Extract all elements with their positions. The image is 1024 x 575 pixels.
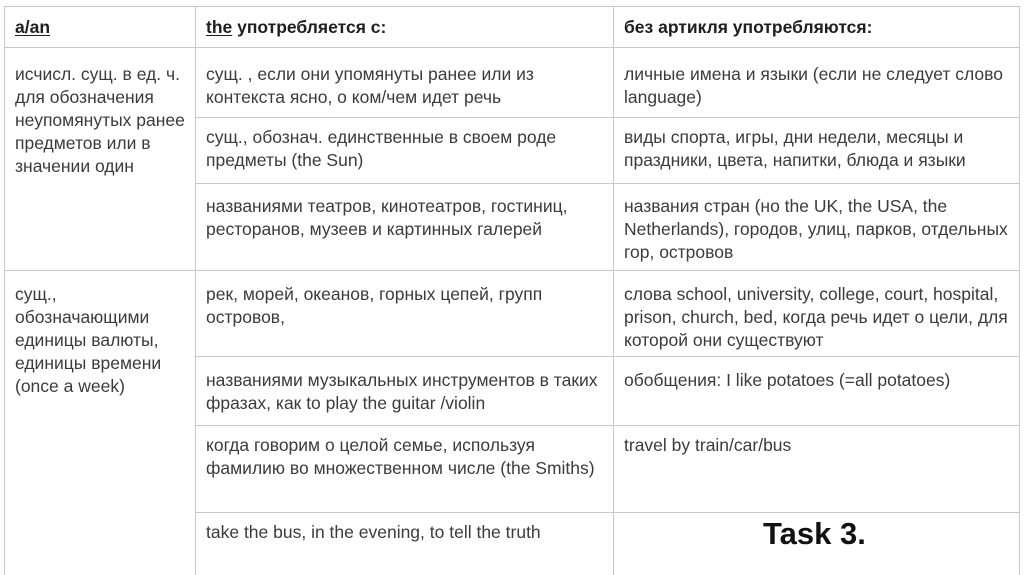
no-article-usage-1: личные имена и языки (если не следует слово language) bbox=[624, 64, 1003, 107]
the-usage-5: названиями музыкальных инструментов в таких фразах, как to play the guitar /violin bbox=[206, 370, 598, 413]
articles-table bbox=[4, 6, 1020, 575]
row-divider bbox=[195, 425, 1019, 426]
no-article-usage-2: виды спорта, игры, дни недели, месяцы и праздники, цвета, напитки, блюда и языки bbox=[624, 127, 966, 170]
the-usage-3: названиями театров, кинотеатров, гостиниц, ресторанов, музеев и картинных галерей bbox=[206, 196, 568, 239]
the-usage-7: take the bus, in the evening, to tell the truth bbox=[206, 522, 541, 542]
the-usage-6: когда говорим о целой семье, используя фамилию во множественном числе (the Smiths) bbox=[206, 435, 595, 478]
header-the-word: the bbox=[206, 17, 233, 37]
header-a-an-label: a/an bbox=[15, 17, 51, 37]
task-label: Task 3. bbox=[763, 516, 866, 551]
row-divider bbox=[195, 356, 1019, 357]
header-the-rest: употребляется с: bbox=[232, 17, 387, 37]
the-usage-1: сущ. , если они упомянуты ранее или из контекста ясно, о ком/чем идет речь bbox=[206, 64, 534, 107]
header-divider bbox=[5, 47, 1019, 48]
no-article-usage-3: названия стран (но the UK, the USA, the Netherlands), городов, улиц, парков, отдельных гор, островов bbox=[624, 196, 1008, 262]
row-divider bbox=[195, 117, 1019, 118]
header-no-article bbox=[616, 16, 1016, 39]
a-an-usage-2: сущ., обозначающими единицы валюты, единицы времени (once a week) bbox=[15, 284, 162, 396]
header-a-an bbox=[7, 16, 193, 39]
column-divider-2 bbox=[613, 7, 614, 575]
the-usage-2: сущ., обознач. единственные в своем роде предметы (the Sun) bbox=[206, 127, 557, 170]
no-article-usage-6: travel by train/car/bus bbox=[624, 435, 792, 455]
header-no-article-label: без артикля употребляются: bbox=[624, 17, 873, 37]
no-article-usage-4: слова school, university, college, court, hospital, prison, church, bed, когда речь идет о цели, для которой они существуют bbox=[624, 284, 1008, 350]
the-usage-4: рек, морей, океанов, горных цепей, групп островов, bbox=[206, 284, 543, 327]
row-divider bbox=[195, 183, 1019, 184]
column-divider-1 bbox=[195, 7, 196, 575]
header-the bbox=[198, 16, 610, 39]
no-article-usage-5: обобщения: I like potatoes (=all potatoes) bbox=[624, 370, 951, 390]
block-divider bbox=[5, 270, 1019, 271]
a-an-usage-1: исчисл. сущ. в ед. ч. для обозначения неупомянутых ранее предметов или в значении один bbox=[15, 64, 185, 176]
row-divider bbox=[195, 512, 1019, 513]
